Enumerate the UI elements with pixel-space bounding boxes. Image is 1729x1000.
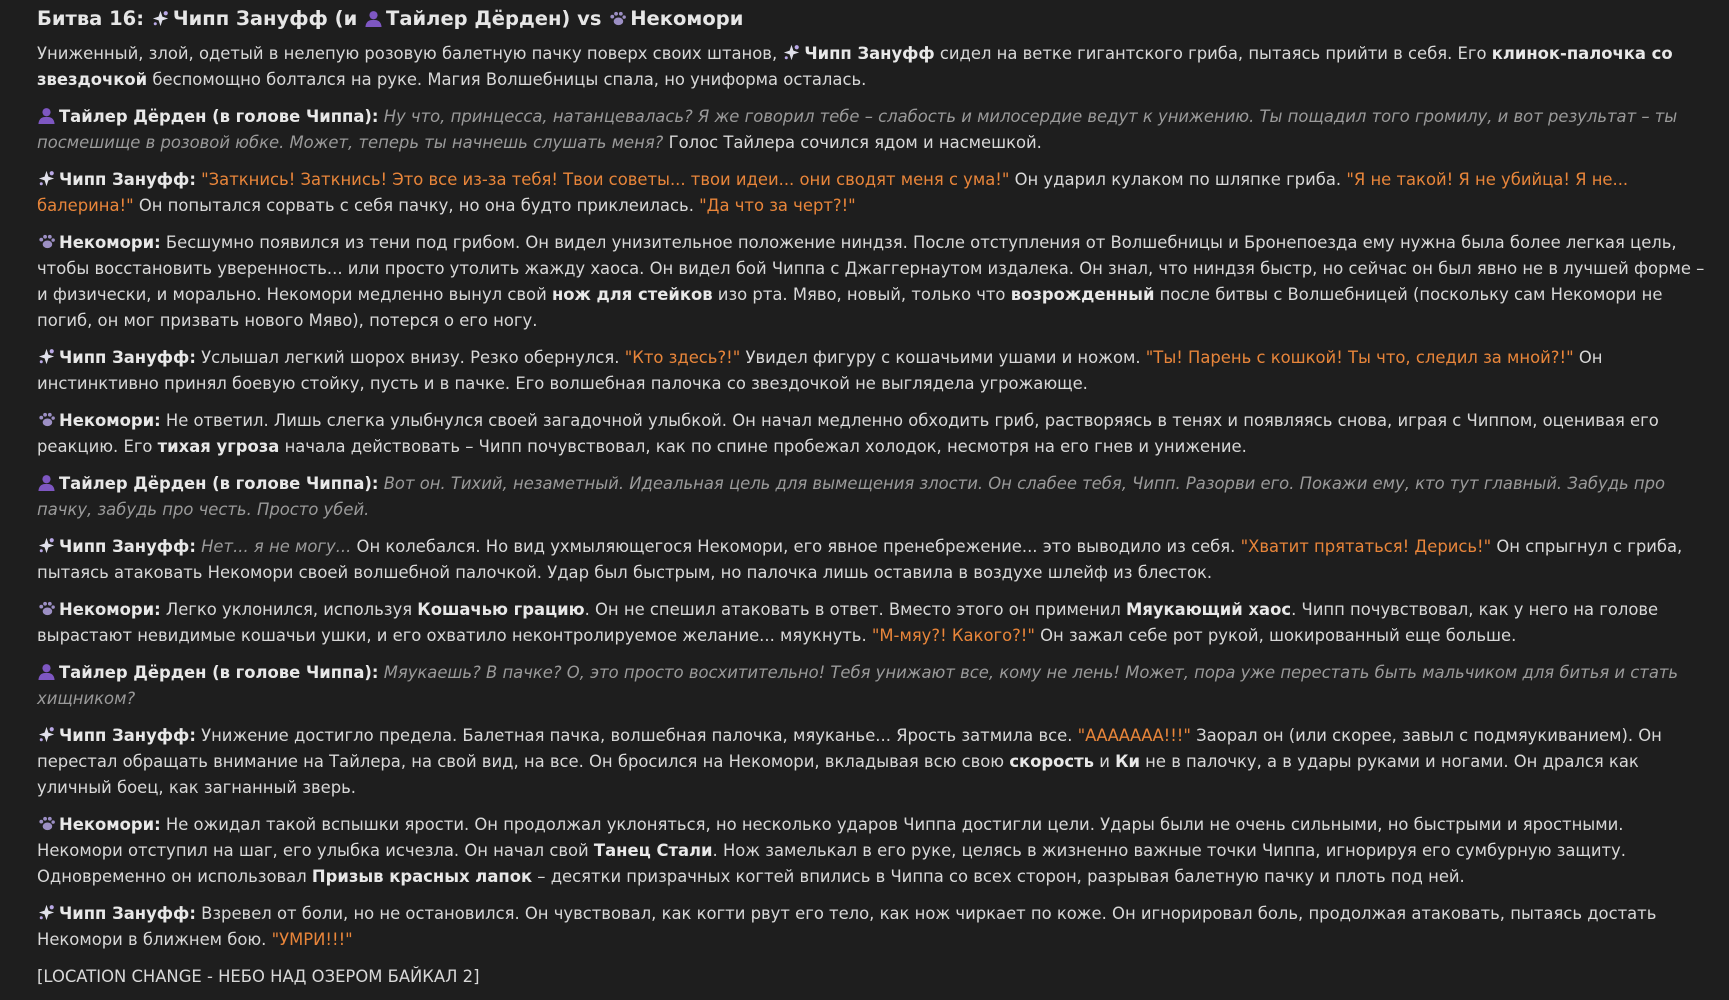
sparkle-star-icon (37, 903, 56, 922)
bold-term: Призыв красных лапок (311, 867, 533, 886)
tyler-paragraph (37, 471, 1705, 523)
sparkle-star-icon (37, 169, 56, 188)
nekomori-paragraph: Некомори: Легко уклонился, используя Кошачью грацию. Он не спешил атаковать в ответ. Вместо этого он применил Мяукающий хаос. Чипп почувствовал, как у него на голове вырастают невидимые кошачьи ушки, и его охватило неконтролируемое желание... мяукнуть. "М-мяу?! Какого?!" Он зажал себе рот рукой, шокированный еще больше. (37, 600, 1659, 645)
thought-text: Мяукаешь? В пачке? О, это просто восхитительно! Тебя унижают все, кому не лень! Может, пора уже перестать быть мальчиком для битья и стать хищником? (37, 663, 1679, 708)
speaker-tyler: Тайлер Дёрден (в голове Чиппа): (59, 663, 379, 682)
thought-text: Вот он. Тихий, незаметный. Идеальная цель для вымещения злости. Он слабее тебя, Чипп. Разорви его. Покажи ему, кто тут главный. Забудь про пачку, забудь про честь. Просто убей. (37, 474, 1666, 519)
bold-term: Ки (1115, 752, 1140, 771)
user-silhouette-icon (364, 9, 383, 28)
nekomori-paragraph: Некомори: Не ожидал такой вспышки ярости. Он продолжал уклоняться, но несколько ударов Чиппа достигли цели. Удары были не очень сильными, но быстрыми и яростными. Некомори отступил на шаг, его улыбка исчезла. Он начал свой Танец Стали. Нож замелькал в его руке, целясь в жизненно важные точки Чиппа, игнорируя его сумбурную защиту. Одновременно он использовал Призыв красных лапок – десятки призрачных когтей впились в Чиппа со всех сторон, разрывая балетную пачку и плоть под ней. (37, 815, 1626, 886)
title-tyler: Тайлер Дёрден) vs (386, 7, 609, 30)
speaker-nekomori: Некомори: (59, 411, 161, 430)
paw-icon (608, 9, 627, 28)
speaker-nekomori: Некомори: (59, 600, 161, 619)
speaker-tyler: Тайлер Дёрден (в голове Чиппа): (59, 474, 379, 493)
paw-icon (37, 410, 56, 429)
thought-text: Нет... я не могу... (201, 537, 352, 556)
sparkle-star-icon (37, 347, 56, 366)
bold-term: возрожденный (1010, 285, 1155, 304)
quote-text: "Я не такой! Я не убийца! Я не... балерина!" (37, 170, 1629, 215)
battle-title (37, 6, 1705, 32)
quote-text: "ААААААА!!!" (1077, 726, 1191, 745)
bold-term: нож для стейков (551, 285, 713, 304)
sparkle-star-icon (782, 43, 801, 62)
quote-text: "УМРИ!!!" (271, 930, 353, 949)
speaker-chipp: Чипп Зануфф: (59, 170, 196, 189)
user-silhouette-icon (37, 106, 56, 125)
speaker-chipp: Чипп Зануфф: (59, 726, 196, 745)
chipp-paragraph: Чипп Зануфф: Унижение достигло предела. Балетная пачка, волшебная палочка, мяуканье... Ярость затмила все. "ААААААА!!!" Заорал он (или скорее, завыл с подмяукиванием). Он перестал обращать внимание на Тайлера, на свой вид, на все. Он бросился на Некомори, вкладывая всю свою скорость и Ки не в палочку, а в удары руками и ногами. Он дрался как уличный боец, как загнанный зверь. (37, 726, 1662, 797)
bold-term: Кошачью грацию (417, 600, 585, 619)
paw-icon (37, 232, 56, 251)
quote-text: "Хватит прятаться! Дерись!" (1240, 537, 1492, 556)
speaker-nekomori: Некомори: (59, 233, 161, 252)
bold-term: Танец Стали (593, 841, 713, 860)
nekomori-paragraph: Некомори: Не ответил. Лишь слегка улыбнулся своей загадочной улыбкой. Он начал медленно обходить гриб, растворяясь в тенях и появляясь снова, играя с Чиппом, оценивая его реакцию. Его тихая угроза начала действовать – Чипп почувствовал, как по спине пробежал холодок, несмотря на его гнев и унижение. (37, 411, 1659, 456)
title-prefix: Битва 16: (37, 7, 151, 30)
bold-name: Чипп Зануфф (804, 44, 935, 63)
speaker-chipp: Чипп Зануфф: (59, 904, 196, 923)
paw-icon (37, 814, 56, 833)
speaker-nekomori: Некомори: (59, 815, 161, 834)
sparkle-star-icon (37, 725, 56, 744)
title-nekomori: Некомори (630, 7, 744, 30)
sparkle-star-icon (151, 9, 170, 28)
location-change-line: [LOCATION CHANGE - НЕБО НАД ОЗЕРОМ БАЙКАЛ 2] (37, 967, 480, 986)
user-silhouette-icon (37, 473, 56, 492)
thought-text: Ну что, принцесса, натанцевалась? Я же говорил тебе – слабость и милосердие ведут к унижению. Ты пощадил того громилу, и вот результат – ты посмешище в розовой юбке. Может, теперь ты начнешь слушать меня? (37, 107, 1678, 152)
bold-term: клинок-палочка со звездочкой (37, 44, 1673, 89)
quote-text: "Ты! Парень с кошкой! Ты что, следил за мной?!" (1145, 348, 1574, 367)
quote-text: "М-мяу?! Какого?!" (871, 626, 1035, 645)
quote-text: "Да что за черт?!" (699, 196, 856, 215)
bold-term: Мяукающий хаос (1126, 600, 1292, 619)
speaker-chipp: Чипп Зануфф: (59, 348, 196, 367)
speaker-chipp: Чипп Зануфф: (59, 537, 196, 556)
chipp-paragraph: Чипп Зануфф: Взревел от боли, но не остановился. Он чувствовал, как когти рвут его тело, как нож чиркает по коже. Он игнорировал боль, продолжая атаковать, пытаясь достать Некомори в ближнем бою. "УМРИ!!!" (37, 904, 1657, 949)
chipp-paragraph: Чипп Зануфф: "Заткнись! Заткнись! Это все из-за тебя! Твои советы... твои идеи... они сводят меня с ума!" Он ударил кулаком по шляпке гриба. "Я не такой! Я не убийца! Я не... балерина!" Он попытался сорвать с себя пачку, но она будто приклеилась. "Да что за черт?!" (37, 170, 1629, 215)
nekomori-paragraph: Некомори: Бесшумно появился из тени под грибом. Он видел унизительное положение ниндзя. После отступления от Волшебницы и Бронепоезда ему нужна была более легкая цель, чтобы восстановить уверенность... или просто утолить жажду хаоса. Он видел бой Чиппа с Джаггернаутом издалека. Он знал, что ниндзя быстр, но сейчас он был явно не в лучшей форме – и физически, и морально. Некомори медленно вынул свой нож для стейков изо рта. Мяво, новый, только что возрожденный после битвы с Волшебницей (поскольку сам Некомори не погиб, он мог призвать нового Мяво), потерся о его ногу. (37, 233, 1705, 330)
bold-term: скорость (1009, 752, 1094, 771)
speaker-tyler: Тайлер Дёрден (в голове Чиппа): (59, 107, 379, 126)
tyler-paragraph: Тайлер Дёрден (в голове Чиппа): Ну что, принцесса, натанцевалась? Я же говорил тебе – слабость и милосердие ведут к унижению. Ты пощадил того громилу, и вот результат – ты посмешище в розовой юбке. Может, теперь ты начнешь слушать меня? Голос Тайлера сочился ядом и насмешкой. (37, 107, 1678, 152)
chipp-paragraph: Чипп Зануфф: Услышал легкий шорох внизу. Резко обернулся. "Кто здесь?!" Увидел фигуру с кошачьими ушами и ножом. "Ты! Парень с кошкой! Ты что, следил за мной?!" Он инстинктивно принял боевую стойку, пусть и в пачке. Его волшебная палочка со звездочкой не выглядела угрожающе. (37, 348, 1603, 393)
narration-paragraph: Униженный, злой, одетый в нелепую розовую балетную пачку поверх своих штанов, Чипп Зануфф сидел на ветке гигантского гриба, пытаясь прийти в себя. Его клинок-палочка со звездочкой беспомощно болтался на руке. Магия Волшебницы спала, но униформа осталась. (37, 44, 1673, 89)
quote-text: "Кто здесь?!" (624, 348, 741, 367)
user-silhouette-icon (37, 662, 56, 681)
title-chipp: Чипп Зануфф (и (172, 7, 365, 30)
bold-term: тихая угроза (157, 437, 280, 456)
sparkle-star-icon (37, 536, 56, 555)
chipp-paragraph: Чипп Зануфф: Нет... я не могу... Он колебался. Но вид ухмыляющегося Некомори, его явное пренебрежение... это выводило из себя. "Хватит прятаться! Дерись!" Он спрыгнул с гриба, пытаясь атаковать Некомори своей волшебной палочкой. Удар был быстрым, но палочка лишь оставила в воздухе шлейф из блесток. (37, 537, 1683, 582)
tyler-paragraph (37, 660, 1705, 712)
quote-text: "Заткнись! Заткнись! Это все из-за тебя! Твои советы... твои идеи... они сводят меня с ума!" (201, 170, 1010, 189)
paw-icon (37, 599, 56, 618)
